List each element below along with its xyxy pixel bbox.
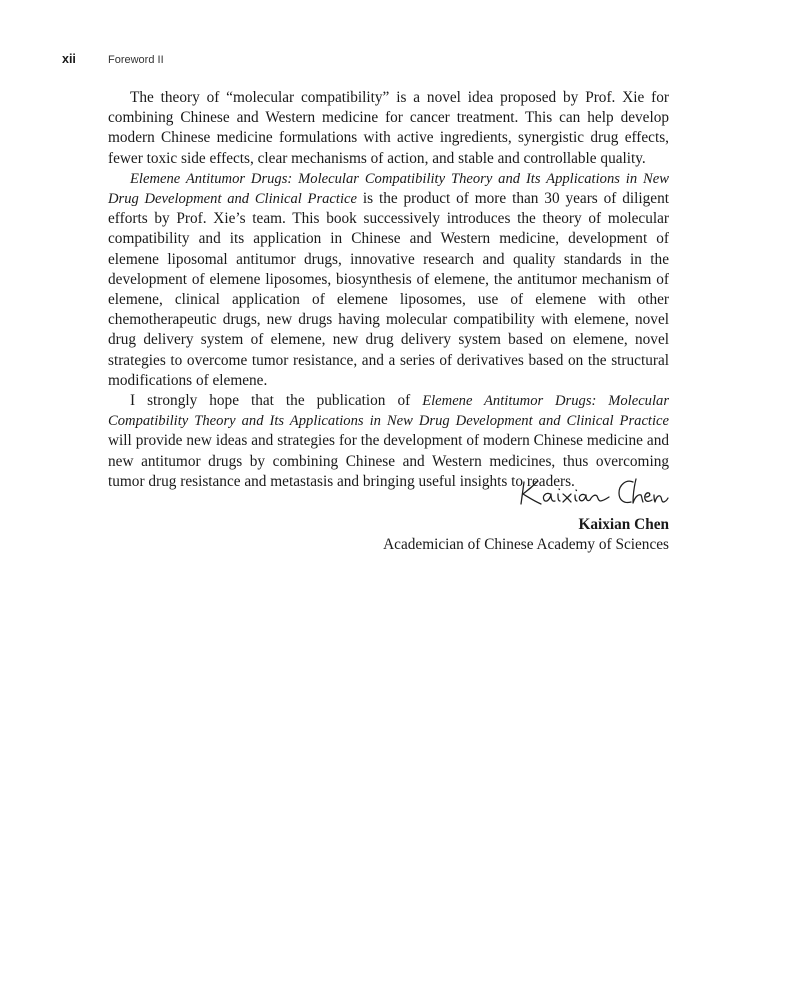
foreword-body (108, 88, 669, 492)
signature-block (383, 475, 669, 555)
running-title: Foreword II (108, 54, 164, 66)
running-head (62, 52, 164, 66)
signer-title: Academician of Chinese Academy of Sciences (383, 536, 669, 553)
paragraph-3-lead-text: I strongly hope that the publication of (130, 392, 423, 410)
page-number: xii (62, 52, 76, 66)
paragraph-2 (108, 169, 669, 391)
paragraph-1-text: The theory of “molecular compatibility” is a novel idea proposed by Prof. Xie for combining Chinese and Western medicine for cancer treatment. This can help develop modern Chinese medicine formulations with active ingredients, synergistic drug effects, fewer toxic side effects, clear mechanisms of action, and stable and controllable quality. (108, 89, 669, 167)
signer-name: Kaixian Chen (578, 516, 669, 533)
paragraph-3-text: will provide new ideas and strategies for the development of modern Chinese medicine and new antitumor drugs by combining Chinese and Western medicines, thus overcoming tumor drug resistance and metastasis and bringing useful insights to readers. (108, 432, 669, 490)
handwritten-signature (517, 475, 669, 511)
paragraph-1 (108, 88, 669, 169)
paragraph-2-text: is the product of more than 30 years of diligent efforts by Prof. Xie’s team. This book successively introduces the theory of molecular compatibility and its application in Chinese and Western medicine, development of elemene liposomal antitumor drugs, innovative research and quality standards in the development of elemene liposomes, biosynthesis of elemene, the antitumor mechanism of elemene, clinical application of elemene liposomes, use of elemene with other chemotherapeutic drugs, new drugs having molecular compatibility with elemene, novel drug delivery system of elemene, new drug delivery system based on elemene, novel strategies to overcome tumor resistance, and a series of derivatives based on the structural modifications of elemene. (108, 190, 669, 389)
book-title-italic: Elemene Antitumor Drugs: Molecular Compatibility Theory and Its Applications in New Drug Development and Clinical Practice (108, 393, 669, 430)
book-title-italic: Elemene Antitumor Drugs: Molecular Compatibility Theory and Its Applications in New Drug Development and Clinical Practice (108, 170, 669, 208)
